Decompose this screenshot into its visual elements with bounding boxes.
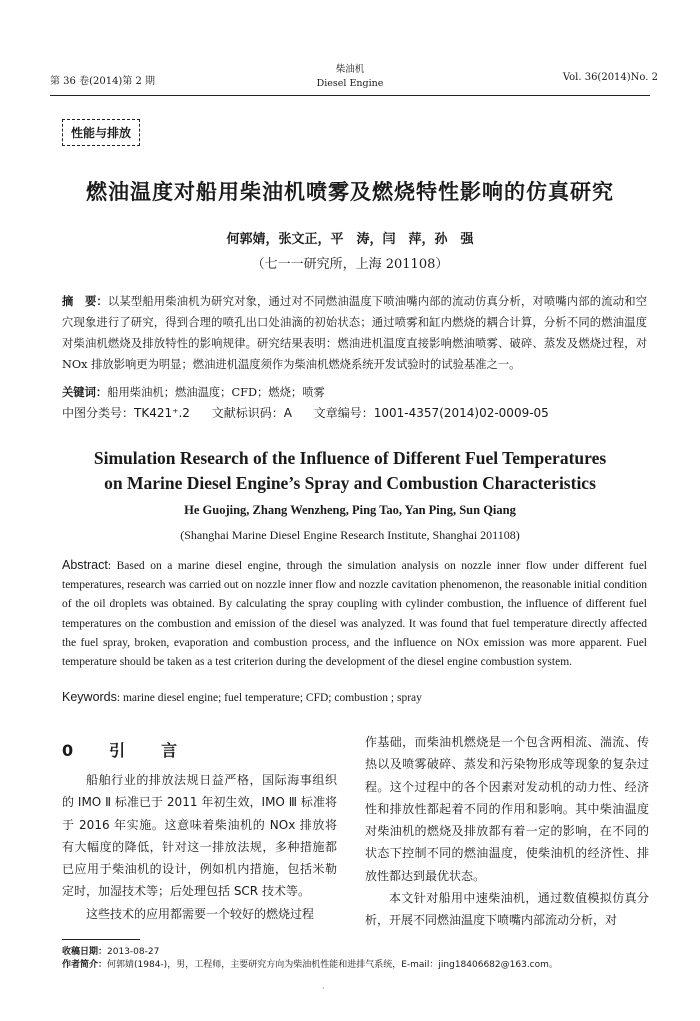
keywords-en-label: Keywords: [62, 690, 117, 704]
abstract-cn: [62, 291, 647, 375]
body-paragraph: 船舶行业的排放法规日益严格，国际海事组织的 IMO Ⅱ 标准已于 2011 年初生效，IMO Ⅲ 标准将于 2016 年实施。这意味着柴油机的 NOx 排放将有大幅度的降低，针对这一排放法规，多种措施都已应用于柴油机的设计，例如机内措施，包括米勒定时，加湿技术等；后处理包括 SCR 技术等。: [62, 773, 337, 899]
footnote-author: [62, 959, 558, 972]
abstract-en-text: : Based on a marine diesel engine, through the simulation analysis on nozzle inner flow under different fuel temperatures, research was carried out on nozzle inner flow and nozzle cavitation phenomenon, the reasonable initial condition of the oil droplets was obtained. By calculating the spray coupling with cylinder combustion, the influence of different fuel temperatures on the combustion and emission of the diesel was analyzed. It was found that fuel temperature directly affected the fuel spray, broken, evaporation and combustion process, and the influence on NOx emission was more apparent. Fuel temperature should be taken as a test criterion during the development of the diesel engine combustion system.: [62, 560, 647, 669]
body-column-left: [62, 769, 337, 925]
section-heading-introduction: 0 引 言: [62, 741, 188, 760]
journal-title-cn: 柴油机: [335, 64, 365, 75]
journal-volume-issue: 第 36 卷(2014)第 2 期: [50, 76, 156, 87]
author-info: 何郭婧(1984-)，男，工程师，主要研究方向为柴油机性能和进排气系统，E-mail：jing18406682@163.com。: [107, 960, 558, 970]
received-date: 2013-08-27: [107, 947, 160, 957]
keywords-cn: [62, 384, 325, 400]
clc-number: 中图分类号：TK421⁺.2: [62, 406, 190, 420]
footnote-rule: [62, 939, 140, 940]
document-code: 文献标识码：A: [211, 406, 292, 420]
authors-cn: 何郭婧，张文正，平 涛，闫 萍，孙 强: [226, 232, 474, 247]
affiliation-cn: （七一一研究所，上海 201108）: [251, 257, 449, 272]
paper-title-en: [0, 446, 700, 496]
paper-title-en-line1: Simulation Research of the Influence of Different Fuel Temperatures: [93, 448, 607, 468]
body-paragraph: 作基础，而柴油机燃烧是一个包含两相流、湍流、传热以及喷雾破碎、蒸发和污染物形成等现象的复杂过程。这个过程中的各个因素对发动机的动力性、经济性和排放性都起着不同的作用和影响。其中柴油温度对柴油机的燃烧及排放都有着一定的影响，在不同的状态下控制不同的燃油温度，使柴油机的经济性、排放性都达到最优状态。: [365, 735, 649, 883]
keywords-cn-label: 关键词：: [62, 386, 108, 399]
footnote: [62, 946, 558, 972]
classification-line: [62, 404, 567, 421]
paper-title-en-line2: on Marine Diesel Engine’s Spray and Combustion Characteristics: [104, 473, 596, 493]
page-mark: ·: [322, 984, 325, 993]
abstract-cn-text: 以某型船用柴油机为研究对象，通过对不同燃油温度下喷油嘴内部的流动仿真分析，对喷嘴内部的流动和空穴现象进行了研究，得到合理的喷孔出口处油滴的初始状态；通过喷雾和缸内燃烧的耦合计算，分析不同的燃油温度对柴油机燃烧及排放特性的影响规律。研究结果表明：燃油进机温度直接影响燃油喷雾、破碎、蒸发及燃烧过程，对 NOx 排放影响更为明显；燃油进机温度须作为柴油机燃烧系统开发试验时的试验基准之一。: [62, 295, 647, 371]
paper-title-cn: 燃油温度对船用柴油机喷雾及燃烧特性影响的仿真研究: [86, 180, 614, 204]
body-paragraph: 这些技术的应用都需要一个较好的燃烧过程: [86, 906, 315, 921]
header-rule: [50, 95, 650, 96]
keywords-en-text: : marine diesel engine; fuel temperature; CFD; combustion ; spray: [116, 692, 422, 704]
section-label: 性能与排放: [62, 119, 140, 146]
journal-volume-issue-en: Vol. 36(2014)No. 2: [562, 72, 658, 83]
authors-en: He Guojing, Zhang Wenzheng, Ping Tao, Yan Ping, Sun Qiang: [184, 503, 516, 517]
abstract-en-label: Abstract: [62, 558, 108, 572]
received-label: 收稿日期：: [62, 947, 108, 957]
article-number: 文章编号：1001-4357(2014)02-0009-05: [313, 406, 549, 420]
abstract-cn-label: 摘 要：: [62, 295, 108, 308]
author-info-label: 作者简介：: [62, 960, 108, 970]
keywords-en: [62, 690, 422, 704]
journal-title-en: Diesel Engine: [316, 78, 384, 89]
body-column-right: [365, 731, 649, 932]
abstract-en: [62, 556, 647, 672]
body-paragraph: 本文针对船用中速柴油机，通过数值模拟仿真分析，开展不同燃油温度下喷嘴内部流动分析，对: [365, 891, 649, 928]
footnote-received: [62, 946, 558, 959]
keywords-cn-text: 船用柴油机；燃油温度；CFD；燃烧；喷雾: [107, 386, 325, 399]
affiliation-en: (Shanghai Marine Diesel Engine Research Institute, Shanghai 201108): [180, 528, 520, 542]
